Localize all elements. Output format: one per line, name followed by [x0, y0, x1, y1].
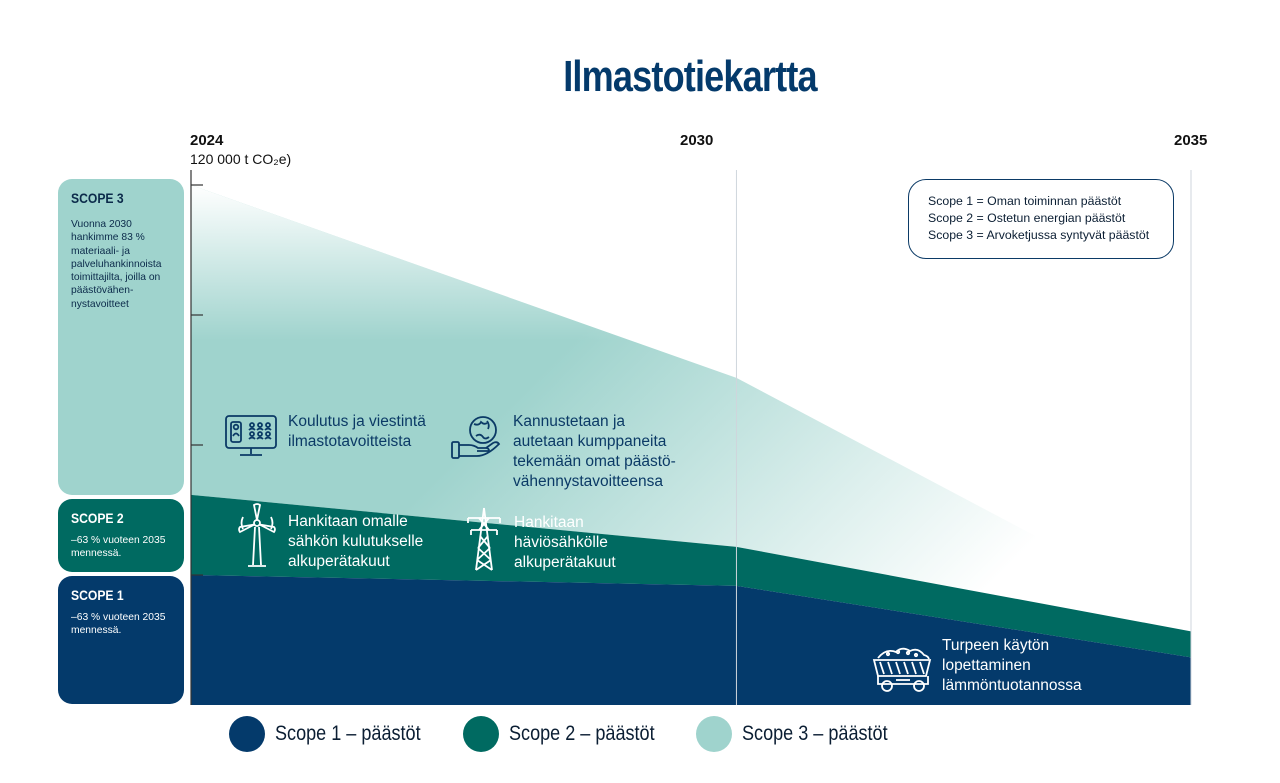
- legend-scope3: [696, 714, 911, 754]
- annotation-peat: [942, 636, 1082, 696]
- year-label-2030: 2030: [680, 132, 714, 149]
- power-pylon-icon: [462, 506, 506, 572]
- annotation-grid-loss-line: Hankitaan: [514, 514, 584, 531]
- scope3-description: Vuonna 2030 hankimme 83 % materiaali- ja palveluhankinnoista toimittajilta, joilla on päästövähennystavoitteet: [71, 219, 162, 310]
- annotation-own-energy: [288, 512, 423, 572]
- year-label-2024: 2024: [190, 132, 224, 149]
- page-title: Ilmastotiekartta: [563, 52, 817, 101]
- annotation-grid-loss-line: alkuperätakuut: [514, 554, 616, 571]
- annotation-peat-line: Turpeen käytön: [942, 637, 1050, 654]
- legend-scope2-label: Scope 2 – päästöt: [509, 722, 655, 745]
- annotation-partners-line: tekemään omat päästö-: [513, 453, 676, 470]
- scope2-description: –63 % vuoteen 2035 mennessä.: [71, 535, 166, 560]
- annotation-partners-line: vähennystavoitteensa: [513, 473, 663, 490]
- annotation-grid-loss: [514, 513, 616, 573]
- y-axis-unit-label: 120 000 t CO₂e): [190, 151, 292, 167]
- annotation-peat-line: lopettaminen: [942, 657, 1031, 674]
- annotation-partners-line: autetaan kumppaneita: [513, 433, 667, 450]
- annotation-own-energy-line: Hankitaan omalle: [288, 513, 408, 530]
- annotation-own-energy-line: alkuperätakuut: [288, 553, 390, 570]
- annotation-partners-line: Kannustetaan ja: [513, 413, 626, 430]
- legend-scope3-label: Scope 3 – päästöt: [742, 722, 888, 745]
- peat-truck-icon: [872, 644, 934, 694]
- scope1-title: SCOPE 1: [71, 588, 124, 603]
- legend-scope1-swatch: [229, 716, 265, 752]
- scope1-definition: Scope 1 = Oman toiminnan päästöt: [928, 194, 1122, 208]
- legend-scope1-label: Scope 1 – päästöt: [275, 722, 421, 745]
- annotation-own-energy-line: sähkön kulutukselle: [288, 533, 424, 550]
- legend-scope3-swatch: [696, 716, 732, 752]
- annotation-partners: [513, 412, 676, 492]
- annotation-training-line: ilmastotavoitteista: [288, 433, 412, 450]
- scope2-title: SCOPE 2: [71, 511, 124, 526]
- annotation-training-line: Koulutus ja viestintä: [288, 413, 426, 430]
- legend-scope2-swatch: [463, 716, 499, 752]
- legend-scope1: [229, 714, 444, 754]
- hand-globe-icon: [450, 414, 504, 462]
- annotation-peat-line: lämmöntuotannossa: [942, 677, 1082, 694]
- year-label-2035: 2035: [1174, 132, 1208, 149]
- scope1-description: –63 % vuoteen 2035 mennessä.: [71, 612, 166, 637]
- annotation-grid-loss-line: häviösähkölle: [514, 534, 608, 551]
- annotation-training: [288, 412, 426, 452]
- scope3-definition: Scope 3 = Arvoketjussa syntyvät päästöt: [928, 228, 1150, 242]
- scope2-definition: Scope 2 = Ostetun energian päästöt: [928, 211, 1126, 225]
- wind-turbine-icon: [234, 503, 280, 569]
- monitor-people-icon: [224, 414, 278, 458]
- legend-scope2: [463, 714, 678, 754]
- scope3-title: SCOPE 3: [71, 191, 124, 206]
- scope-definitions-box: [908, 179, 1174, 259]
